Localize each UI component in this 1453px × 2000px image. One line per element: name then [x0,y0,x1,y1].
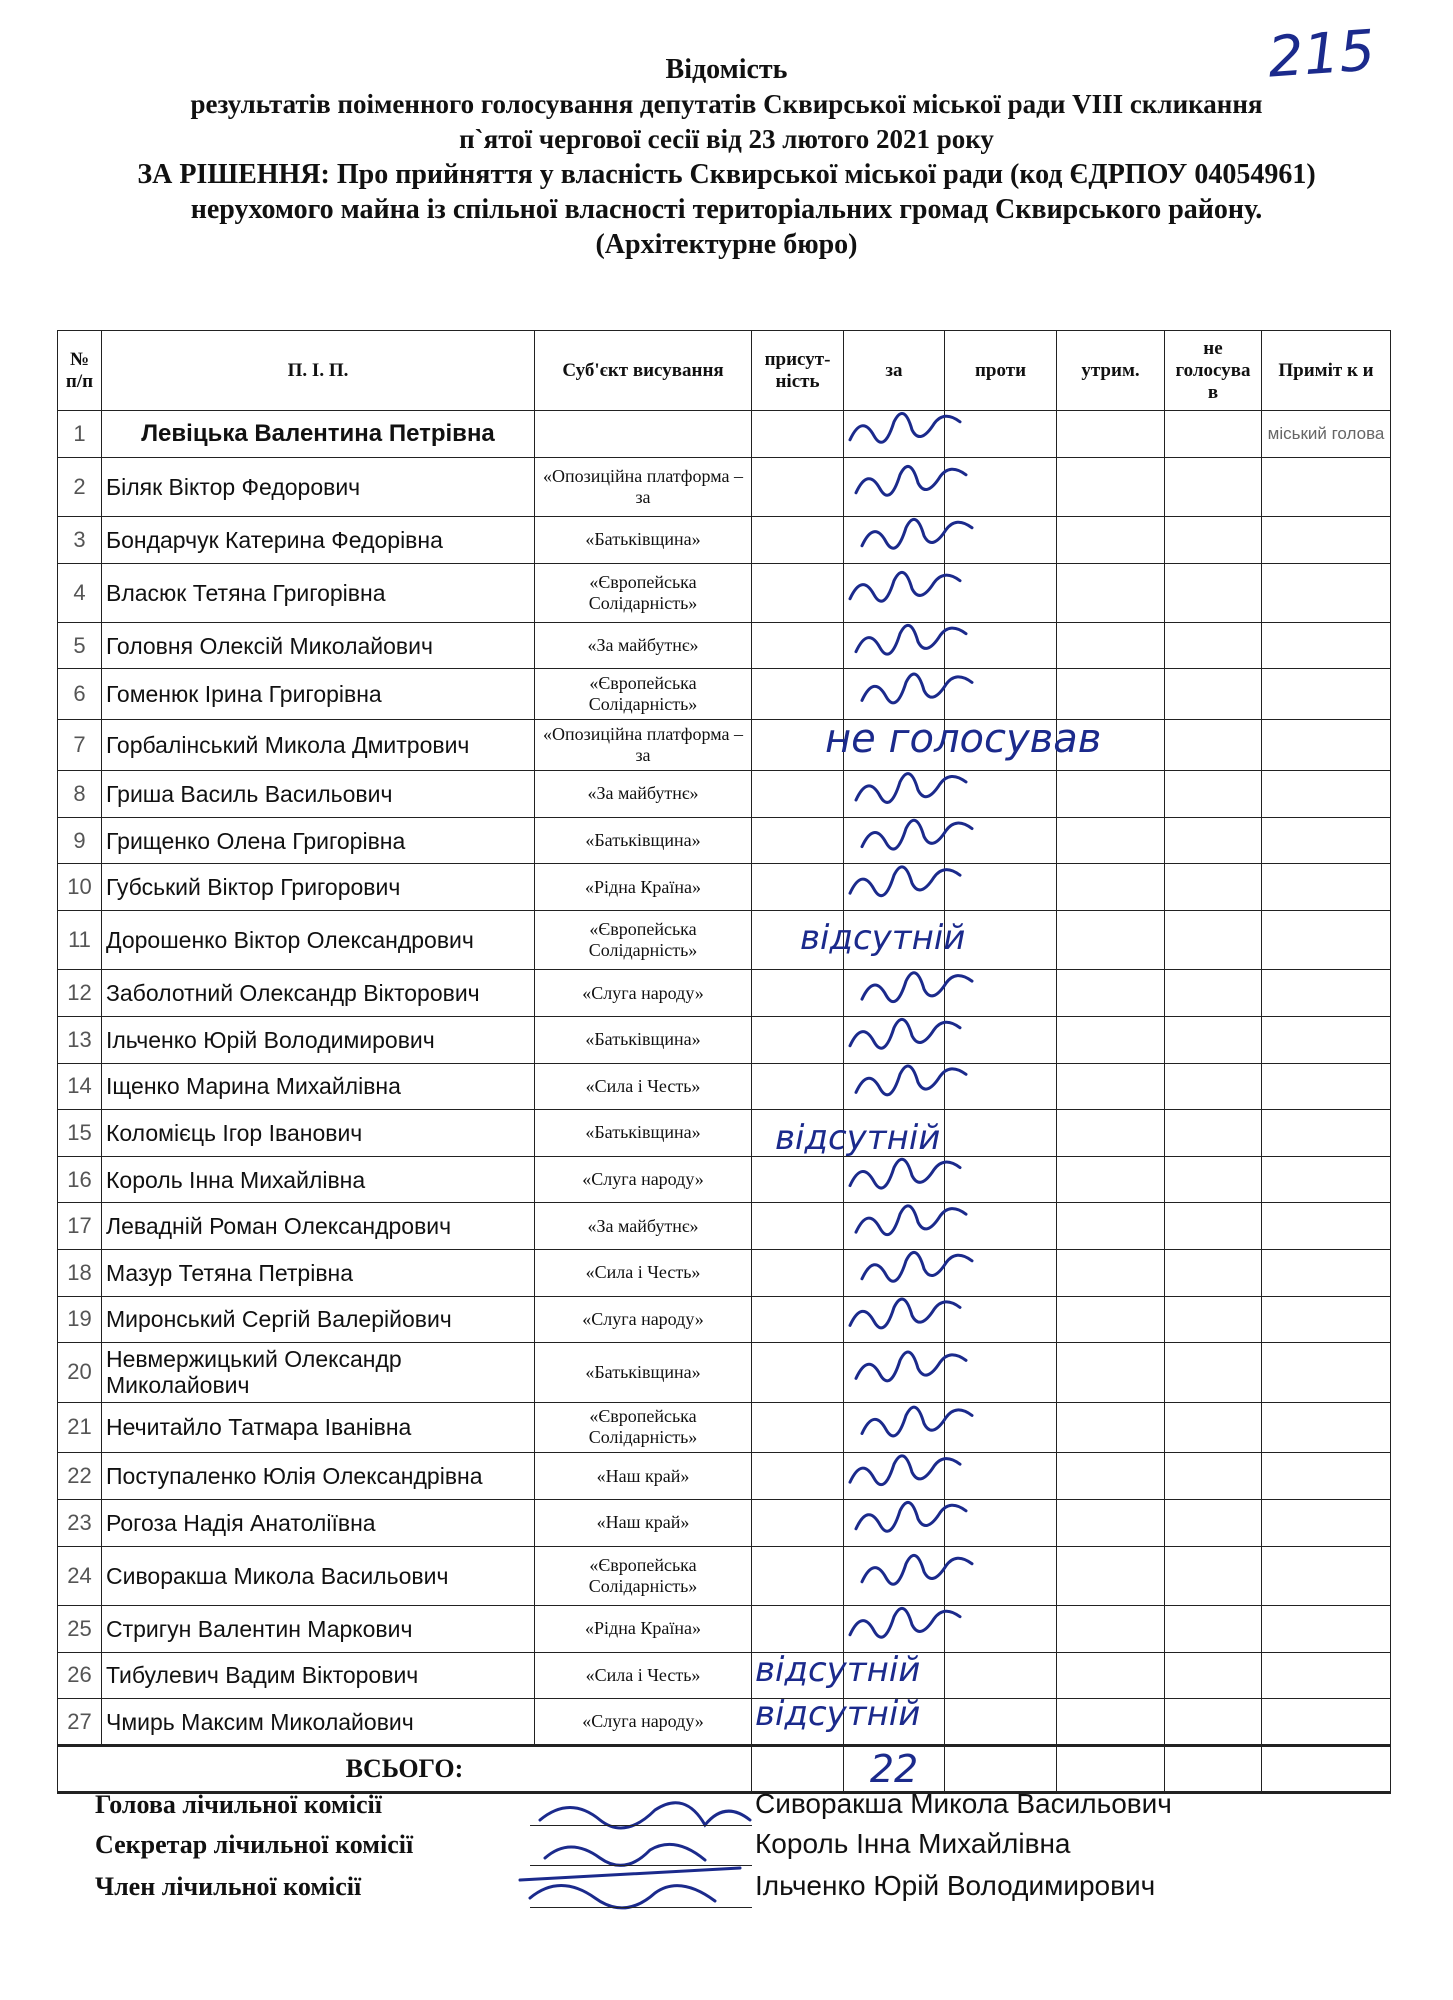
member-signature-line [530,1907,752,1908]
row-present [752,771,844,818]
table-row [58,669,1391,720]
total-notes [1262,1746,1391,1793]
row-abstain [1057,817,1165,864]
document-header [0,52,1453,262]
row-notes [1262,669,1391,720]
row-not-voted [1165,817,1262,864]
row-for [844,1453,945,1500]
row-abstain [1057,1203,1165,1250]
row-against [945,1296,1057,1343]
row-for [844,1203,945,1250]
row-abstain [1057,457,1165,516]
row-against [945,1156,1057,1203]
total-label: ВСЬОГО: [58,1746,752,1793]
row-name: Коломієць Ігор Іванович [102,1110,535,1157]
row-number: 8 [58,771,102,818]
decision-line-1: ЗА РІШЕННЯ: Про прийняття у власність Сквирської міської ради (код ЄДРПОУ 04054961) [137,159,1316,190]
row-name: Ільченко Юрій Володимирович [102,1016,535,1063]
row-notes [1262,1453,1391,1500]
row-notes [1262,771,1391,818]
row-for [844,622,945,669]
row-present [752,1063,844,1110]
row-number: 27 [58,1699,102,1746]
row-abstain [1057,864,1165,911]
chair-signature-line [530,1825,752,1826]
row-number: 17 [58,1203,102,1250]
row-number: 2 [58,457,102,516]
row-for [844,1402,945,1453]
row-number: 9 [58,817,102,864]
row-against [945,1453,1057,1500]
row-notes [1262,1402,1391,1453]
row-name: Дорошенко Віктор Олександрович [102,911,535,970]
row-for [844,411,945,458]
row-subject: «Слуга народу» [535,1296,752,1343]
row-present [752,1453,844,1500]
row-number: 26 [58,1652,102,1699]
member-role: Член лічильної комісії [95,1872,362,1901]
row-not-voted [1165,1546,1262,1605]
row-abstain [1057,1453,1165,1500]
row-abstain [1057,669,1165,720]
row-present [752,1605,844,1652]
row-abstain [1057,516,1165,563]
row-present [752,1203,844,1250]
row-not-voted [1165,1699,1262,1746]
row-notes [1262,1296,1391,1343]
row-notes [1262,1605,1391,1652]
row-name: Власюк Тетяна Григорівна [102,563,535,622]
row-against [945,516,1057,563]
row-subject: «Батьківщина» [535,516,752,563]
chair-role: Голова лічильної комісії [95,1790,382,1819]
header-name: П. І. П. [102,331,535,411]
row-against [945,622,1057,669]
row-not-voted [1165,1499,1262,1546]
row-against [945,457,1057,516]
row-not-voted [1165,864,1262,911]
table-row [58,1296,1391,1343]
row-name: Стригун Валентин Маркович [102,1605,535,1652]
row-name: Поступаленко Юлія Олександрівна [102,1453,535,1500]
row-notes [1262,1699,1391,1746]
row-against [945,1110,1057,1157]
row-present [752,1402,844,1453]
row-present [752,1546,844,1605]
row-for [844,771,945,818]
row-against [945,817,1057,864]
row-number: 13 [58,1016,102,1063]
row-notes [1262,911,1391,970]
table-row [58,1343,1391,1402]
row-subject: «Європейська Солідарність» [535,1402,752,1453]
row-subject: «Слуга народу» [535,1699,752,1746]
table-row [58,1249,1391,1296]
row-subject: «За майбутнє» [535,771,752,818]
row-name: Губський Віктор Григорович [102,864,535,911]
row-against [945,1499,1057,1546]
row-for [844,1343,945,1402]
row-number: 4 [58,563,102,622]
row-notes [1262,1110,1391,1157]
row-name: Горбалінський Микола Дмитрович [102,720,535,771]
row-abstain [1057,411,1165,458]
table-row [58,1605,1391,1652]
row-present [752,1249,844,1296]
row-for [844,864,945,911]
member-name: Ільченко Юрій Володимирович [755,1870,1156,1901]
header-line-2: п`ятої чергової сесії від 23 лютого 2021 року [459,124,994,154]
row-number: 25 [58,1605,102,1652]
table-row [58,1699,1391,1746]
table-row [58,1016,1391,1063]
total-row [58,1746,1391,1793]
handwritten-absent-27: відсутній [755,1694,921,1734]
row-subject: «Європейська Солідарність» [535,1546,752,1605]
row-for [844,1546,945,1605]
row-subject: «Слуга народу» [535,1156,752,1203]
row-not-voted [1165,669,1262,720]
table-row [58,1063,1391,1110]
row-present [752,1499,844,1546]
row-abstain [1057,911,1165,970]
row-notes [1262,1546,1391,1605]
row-notes [1262,720,1391,771]
row-notes [1262,516,1391,563]
table-row [58,1652,1391,1699]
row-abstain [1057,1296,1165,1343]
row-present [752,411,844,458]
table-row [58,516,1391,563]
row-notes [1262,1156,1391,1203]
row-against [945,669,1057,720]
row-not-voted [1165,411,1262,458]
row-for [844,516,945,563]
row-name: Левіцька Валентина Петрівна [102,411,535,458]
row-not-voted [1165,1402,1262,1453]
row-against [945,563,1057,622]
row-notes [1262,864,1391,911]
total-for: 22 [844,1746,945,1793]
row-subject: «За майбутнє» [535,1203,752,1250]
total-abstain [1057,1746,1165,1793]
row-notes [1262,1016,1391,1063]
table-row [58,1203,1391,1250]
header-present: присут-ність [752,331,844,411]
row-number: 7 [58,720,102,771]
row-notes [1262,1343,1391,1402]
row-against [945,1249,1057,1296]
row-abstain [1057,1063,1165,1110]
row-name: Іщенко Марина Михайлівна [102,1063,535,1110]
row-for [844,817,945,864]
row-name: Рогоза Надія Анатоліївна [102,1499,535,1546]
row-present [752,516,844,563]
row-not-voted [1165,1203,1262,1250]
row-against [945,1016,1057,1063]
row-subject: «Сила і Честь» [535,1652,752,1699]
row-against [945,411,1057,458]
row-number: 23 [58,1499,102,1546]
row-notes [1262,970,1391,1017]
row-against [945,1203,1057,1250]
row-not-voted [1165,1156,1262,1203]
row-present [752,563,844,622]
table-row [58,864,1391,911]
row-against [945,1546,1057,1605]
table-row [58,970,1391,1017]
row-abstain [1057,1499,1165,1546]
row-for [844,563,945,622]
row-notes [1262,457,1391,516]
row-notes [1262,1652,1391,1699]
table-row [58,563,1391,622]
header-line-1: результатів поіменного голосування депутатів Сквирської міської ради VIII скликання [190,89,1263,119]
row-not-voted [1165,563,1262,622]
row-abstain [1057,771,1165,818]
table-row [58,1110,1391,1157]
row-present [752,1156,844,1203]
row-not-voted [1165,1343,1262,1402]
row-present [752,1296,844,1343]
row-not-voted [1165,516,1262,563]
row-abstain [1057,1343,1165,1402]
secretary-role: Секретар лічильної комісії [95,1830,414,1859]
table-header-row [58,331,1391,411]
row-name: Біляк Віктор Федорович [102,457,535,516]
row-subject: «Опозиційна платформа – за [535,720,752,771]
row-abstain [1057,1699,1165,1746]
table-row [58,771,1391,818]
row-subject: «Слуга народу» [535,970,752,1017]
row-abstain [1057,1156,1165,1203]
row-abstain [1057,563,1165,622]
row-subject: «Сила і Честь» [535,1249,752,1296]
row-not-voted [1165,970,1262,1017]
table-row [58,1156,1391,1203]
row-abstain [1057,1016,1165,1063]
row-number: 6 [58,669,102,720]
row-name: Гоменюк Ірина Григорівна [102,669,535,720]
row-present [752,1016,844,1063]
decision-line-2: нерухомого майна із спільної власності територіальних громад Сквирського району. [190,194,1263,225]
row-subject: «Європейська Солідарність» [535,563,752,622]
handwritten-absent-26: відсутній [755,1650,921,1690]
row-not-voted [1165,1652,1262,1699]
row-present [752,817,844,864]
row-subject: «Батьківщина» [535,1343,752,1402]
table-row [58,911,1391,970]
table-row [58,1546,1391,1605]
row-number: 21 [58,1402,102,1453]
row-number: 10 [58,864,102,911]
row-not-voted [1165,1249,1262,1296]
total-against [945,1746,1057,1793]
row-not-voted [1165,1016,1262,1063]
row-not-voted [1165,771,1262,818]
row-against [945,1652,1057,1699]
row-present [752,669,844,720]
row-name: Сиворакша Микола Васильович [102,1546,535,1605]
row-name: Левадній Роман Олександрович [102,1203,535,1250]
row-subject: «Опозиційна платформа – за [535,457,752,516]
chair-name: Сиворакша Микола Васильович [755,1788,1172,1819]
row-for [844,970,945,1017]
row-note: міський голова [1262,411,1391,458]
row-name: Тибулевич Вадим Вікторович [102,1652,535,1699]
row-abstain [1057,622,1165,669]
row-name: Заболотний Олександр Вікторович [102,970,535,1017]
header-for: за [844,331,945,411]
header-num: № п/п [58,331,102,411]
header-notes: Приміт к и [1262,331,1391,411]
row-number: 16 [58,1156,102,1203]
page-number: 215 [1265,18,1378,91]
row-number: 14 [58,1063,102,1110]
secretary-name: Король Інна Михайлівна [755,1828,1071,1859]
table-row [58,622,1391,669]
table-row [58,1453,1391,1500]
row-name: Гриша Василь Васильович [102,771,535,818]
row-notes [1262,1063,1391,1110]
row-abstain [1057,1546,1165,1605]
header-abstain: утрим. [1057,331,1165,411]
row-not-voted [1165,1063,1262,1110]
row-abstain [1057,1402,1165,1453]
handwritten-not-voted: не голосував [825,716,1102,762]
row-abstain [1057,1249,1165,1296]
row-name: Грищенко Олена Григорівна [102,817,535,864]
row-abstain [1057,1652,1165,1699]
row-number: 12 [58,970,102,1017]
row-number: 22 [58,1453,102,1500]
row-name: Головня Олексій Миколайович [102,622,535,669]
row-subject: «За майбутнє» [535,622,752,669]
row-name: Чмирь Максим Миколайович [102,1699,535,1746]
row-not-voted [1165,622,1262,669]
row-name: Невмержицький Олександр Миколайович [102,1343,535,1402]
row-for [844,1605,945,1652]
row-notes [1262,563,1391,622]
row-present [752,864,844,911]
row-abstain [1057,970,1165,1017]
voting-table [57,330,1391,1794]
row-against [945,1402,1057,1453]
row-subject: «Батьківщина» [535,1016,752,1063]
row-notes [1262,622,1391,669]
row-number: 5 [58,622,102,669]
row-name: Мазур Тетяна Петрівна [102,1249,535,1296]
row-against [945,1343,1057,1402]
document-title: Відомість [665,54,788,85]
header-subject: Суб'єкт висування [535,331,752,411]
row-present [752,1343,844,1402]
row-for [844,1499,945,1546]
row-for [844,1296,945,1343]
row-not-voted [1165,457,1262,516]
row-notes [1262,817,1391,864]
row-notes [1262,1203,1391,1250]
row-number: 1 [58,411,102,458]
row-name: Миронський Сергій Валерійович [102,1296,535,1343]
row-not-voted [1165,720,1262,771]
row-number: 19 [58,1296,102,1343]
handwritten-absent-15: відсутній [775,1118,941,1158]
row-abstain [1057,1605,1165,1652]
row-subject: «Рідна Країна» [535,1605,752,1652]
header-not-voted: не голосува в [1165,331,1262,411]
row-number: 15 [58,1110,102,1157]
row-for [844,1156,945,1203]
handwritten-absent-11: відсутній [800,918,966,958]
row-not-voted [1165,1296,1262,1343]
row-name: Бондарчук Катерина Федорівна [102,516,535,563]
row-not-voted [1165,1110,1262,1157]
header-against: проти [945,331,1057,411]
row-number: 3 [58,516,102,563]
row-not-voted [1165,911,1262,970]
row-subject [535,411,752,458]
table-row [58,817,1391,864]
row-subject: «Наш край» [535,1499,752,1546]
row-subject: «Батьківщина» [535,817,752,864]
row-number: 18 [58,1249,102,1296]
row-for [844,669,945,720]
row-against [945,864,1057,911]
row-abstain [1057,1110,1165,1157]
row-not-voted [1165,1605,1262,1652]
table-row [58,1499,1391,1546]
row-present [752,622,844,669]
row-for [844,1016,945,1063]
row-for [844,1063,945,1110]
row-number: 20 [58,1343,102,1402]
row-notes [1262,1499,1391,1546]
row-subject: «Батьківщина» [535,1110,752,1157]
row-subject: «Рідна Країна» [535,864,752,911]
row-subject: «Сила і Честь» [535,1063,752,1110]
table-row [58,1402,1391,1453]
row-against [945,1063,1057,1110]
row-subject: «Європейська Солідарність» [535,911,752,970]
decision-line-3: (Архітектурне бюро) [595,229,858,260]
row-number: 11 [58,911,102,970]
commission-signatures [520,1803,750,1908]
total-not-voted [1165,1746,1262,1793]
row-against [945,1699,1057,1746]
row-subject: «Наш край» [535,1453,752,1500]
row-subject: «Європейська Солідарність» [535,669,752,720]
row-notes [1262,1249,1391,1296]
row-against [945,970,1057,1017]
row-for [844,457,945,516]
row-present [752,457,844,516]
row-name: Король Інна Михайлівна [102,1156,535,1203]
secretary-signature-line [530,1865,752,1866]
total-present [752,1746,844,1793]
table-row [58,720,1391,771]
row-name: Нечитайло Татмара Іванівна [102,1402,535,1453]
row-present [752,970,844,1017]
row-not-voted [1165,1453,1262,1500]
row-for [844,1249,945,1296]
row-against [945,1605,1057,1652]
table-row [58,411,1391,458]
table-row [58,457,1391,516]
row-number: 24 [58,1546,102,1605]
row-against [945,771,1057,818]
